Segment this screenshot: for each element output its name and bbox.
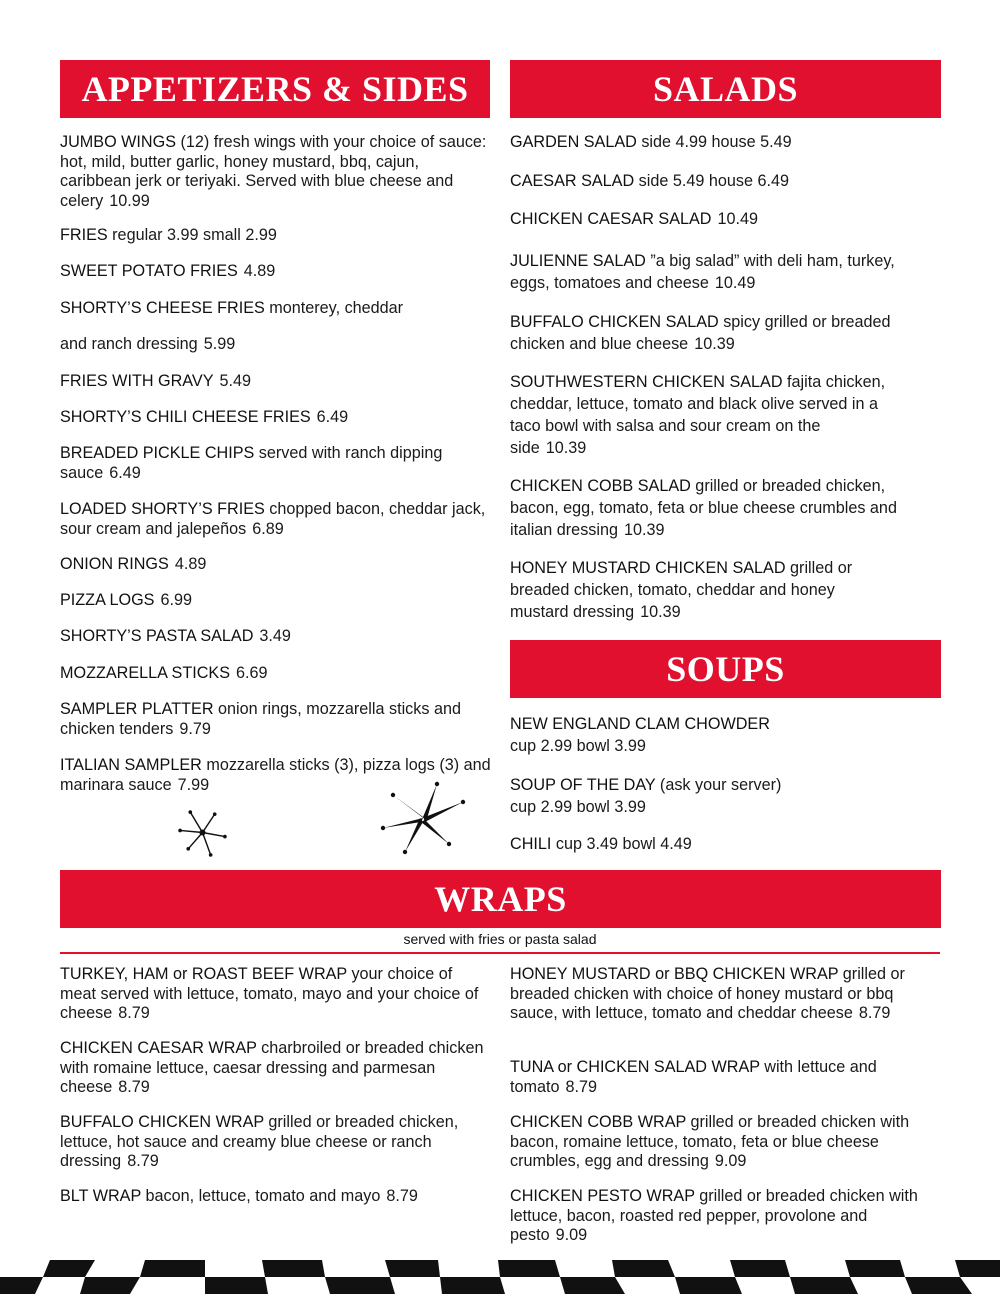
- item-name: HONEY MUSTARD CHICKEN SALAD: [510, 559, 786, 577]
- soups-banner: [510, 640, 941, 698]
- menu-item: [510, 172, 935, 192]
- item-name: SWEET POTATO FRIES: [60, 262, 238, 280]
- starburst-icon: [175, 805, 230, 860]
- menu-item: [60, 372, 492, 392]
- item-name: NEW ENGLAND CLAM CHOWDER: [510, 715, 770, 733]
- wraps-title: WRAPS: [434, 879, 567, 919]
- item-name: JULIENNE SALAD: [510, 252, 646, 270]
- item-name: CHICKEN COBB WRAP: [510, 1113, 686, 1131]
- item-name: SOUP OF THE DAY: [510, 776, 656, 794]
- item-name: CHICKEN CAESAR WRAP: [60, 1039, 257, 1057]
- item-name: TUNA or CHICKEN SALAD WRAP: [510, 1058, 760, 1076]
- item-name: SHORTY’S PASTA SALAD: [60, 627, 254, 645]
- item-name: BUFFALO CHICKEN WRAP: [60, 1113, 264, 1131]
- menu-item: [60, 444, 492, 483]
- menu-item: [510, 557, 880, 623]
- item-desc: grilled or breaded chicken with choice of honey mustard or bbq sauce, with lettuce, tomato and cheddar cheese: [510, 965, 905, 1022]
- item-desc: grilled or breaded chicken with bacon, romaine lettuce, tomato, feta or blue cheese crumbles, egg and dressing: [510, 1113, 910, 1170]
- item-desc: cup 2.99 bowl 3.99: [510, 798, 646, 816]
- item-price: 6.69: [236, 664, 268, 682]
- item-price: 10.39: [694, 335, 735, 353]
- item-desc: fajita chicken, cheddar, lettuce, tomato and black olive served in a taco bowl with salsa and sour cream on the side: [510, 373, 886, 457]
- item-desc: bacon, lettuce, tomato and mayo: [140, 1187, 381, 1205]
- item-name: HONEY MUSTARD or BBQ CHICKEN WRAP: [510, 965, 839, 983]
- item-price: 10.39: [545, 439, 587, 457]
- item-price: 8.79: [127, 1152, 159, 1170]
- salads-banner: [510, 60, 941, 118]
- menu-item: [510, 371, 897, 459]
- menu-item: [510, 210, 935, 230]
- starburst-icon: [378, 780, 468, 860]
- item-price: 6.49: [316, 408, 349, 426]
- menu-item: [60, 664, 492, 684]
- item-name: CHICKEN CAESAR SALAD: [510, 210, 712, 228]
- appetizers-title: APPETIZERS & SIDES: [81, 69, 469, 109]
- item-price: 10.39: [640, 603, 681, 621]
- item-price: 10.99: [109, 191, 150, 210]
- item-name: SHORTY’S CHILI CHEESE FRIES: [60, 408, 311, 426]
- item-name: SHORTY’S CHEESE FRIES: [60, 299, 265, 317]
- menu-item: [60, 555, 492, 575]
- item-desc: mozzarella sticks (3), pizza logs (3) and marinara sauce: [60, 756, 491, 794]
- item-price: 9.79: [179, 719, 211, 738]
- menu-item: [60, 299, 492, 319]
- menu-item: [60, 500, 492, 539]
- item-price: 10.49: [714, 274, 756, 292]
- menu-item: [60, 1039, 485, 1098]
- item-name: MOZZARELLA STICKS: [60, 664, 231, 682]
- item-desc: grilled or breaded chicken with lettuce, bacon, roasted red pepper, provolone and pesto: [510, 1187, 918, 1244]
- item-price: 4.89: [243, 262, 276, 280]
- item-price: 9.09: [714, 1152, 747, 1170]
- item-desc: your choice of meat served with lettuce, tomato, mayo and your choice of cheese: [60, 965, 479, 1022]
- item-name: FRIES WITH GRAVY: [60, 372, 214, 390]
- item-name: BLT WRAP: [60, 1187, 141, 1205]
- item-price: 8.79: [118, 1078, 150, 1096]
- item-name: FRIES: [60, 226, 108, 244]
- item-desc: served with ranch dipping sauce: [60, 444, 443, 482]
- menu-item: [60, 627, 492, 647]
- item-price: 8.79: [858, 1004, 891, 1022]
- menu-item: [60, 335, 492, 355]
- soups-title: SOUPS: [666, 649, 785, 689]
- menu-item: [510, 965, 930, 1024]
- item-desc: (12) fresh wings with your choice of sauce: hot, mild, butter garlic, honey mustard, bbq, cajun, caribbean jerk or teriyaki. Served with blue cheese and celery: [60, 133, 487, 210]
- item-desc: grilled or breaded chicken, lettuce, hot sauce and creamy blue cheese or ranch dressing: [60, 1113, 459, 1170]
- menu-item: [510, 1058, 930, 1097]
- item-name: JUMBO WINGS: [60, 133, 177, 151]
- item-price: 10.39: [623, 521, 665, 539]
- item-name: SOUTHWESTERN CHICKEN SALAD: [510, 373, 783, 391]
- item-price: 4.89: [174, 555, 207, 573]
- item-price: 8.79: [565, 1077, 598, 1096]
- item-name: SAMPLER PLATTER: [60, 700, 214, 718]
- item-desc: and ranch dressing: [60, 335, 198, 353]
- item-desc: chopped bacon, cheddar jack, sour cream and jalepeños: [60, 500, 486, 538]
- menu-item: [510, 774, 935, 818]
- item-desc: monterey, cheddar: [264, 299, 404, 317]
- menu-item: [60, 700, 492, 739]
- appetizers-banner: [60, 60, 490, 118]
- item-desc: side 4.99 house 5.49: [636, 133, 792, 151]
- menu-item: [60, 591, 492, 611]
- menu-item: [510, 475, 935, 541]
- item-desc: grilled or breaded chicken, bacon, egg, tomato, feta or blue cheese crumbles and italian dressing: [510, 477, 897, 539]
- item-desc: side 5.49 house 6.49: [634, 172, 789, 190]
- item-price: 3.49: [259, 627, 291, 645]
- item-desc: grilled or breaded chicken, tomato, cheddar and honey mustard dressing: [510, 559, 853, 621]
- menu-item: [60, 1187, 485, 1207]
- item-name: CHICKEN COBB SALAD: [510, 477, 691, 495]
- item-desc: spicy grilled or breaded chicken and blue cheese: [510, 313, 891, 353]
- item-price: 6.99: [160, 591, 192, 609]
- item-name: PIZZA LOGS: [60, 591, 155, 609]
- menu-item: [510, 133, 935, 153]
- menu-item: [510, 311, 935, 355]
- item-desc: cup 2.99 bowl 3.99: [510, 737, 646, 755]
- item-price: 8.79: [118, 1004, 150, 1022]
- item-name: LOADED SHORTY’S FRIES: [60, 500, 265, 518]
- item-name: ITALIAN SAMPLER: [60, 756, 202, 774]
- item-price: 6.49: [109, 463, 141, 482]
- item-price: 5.49: [219, 372, 252, 390]
- wraps-subtitle: served with fries or pasta salad: [60, 930, 940, 954]
- salads-title: SALADS: [652, 69, 799, 109]
- menu-item: [60, 226, 492, 246]
- item-desc: with lettuce and tomato: [510, 1058, 877, 1096]
- item-price: 8.79: [386, 1187, 418, 1205]
- menu-item: [510, 250, 935, 294]
- item-desc: regular 3.99 small 2.99: [107, 226, 277, 244]
- item-desc: cup 3.49 bowl 4.49: [551, 835, 692, 853]
- menu-item: [60, 133, 492, 211]
- menu-item: [60, 408, 492, 428]
- menu-item: [60, 965, 485, 1024]
- item-desc: onion rings, mozzarella sticks and chicken tenders: [60, 700, 461, 738]
- menu-item: [60, 1113, 485, 1172]
- item-name: CAESAR SALAD: [510, 172, 635, 190]
- menu-item: [510, 1113, 930, 1172]
- menu-item: [510, 1187, 930, 1246]
- item-name: TURKEY, HAM or ROAST BEEF WRAP: [60, 965, 347, 983]
- item-price: 5.99: [203, 335, 236, 353]
- item-name: BUFFALO CHICKEN SALAD: [510, 313, 719, 331]
- item-desc: ”a big salad” with deli ham, turkey, eggs, tomatoes and cheese: [510, 252, 895, 292]
- item-price: 7.99: [177, 775, 210, 794]
- menu-item: [60, 262, 492, 282]
- menu-item: [510, 835, 935, 855]
- item-name: BREADED PICKLE CHIPS: [60, 444, 255, 462]
- checkered-border: [0, 1260, 1000, 1294]
- item-name: GARDEN SALAD: [510, 133, 637, 151]
- menu-item: [510, 713, 935, 757]
- item-desc: charbroiled or breaded chicken with romaine lettuce, caesar dressing and parmesan cheese: [60, 1039, 484, 1096]
- item-name: CHICKEN PESTO WRAP: [510, 1187, 695, 1205]
- item-name: ONION RINGS: [60, 555, 169, 573]
- item-desc: (ask your server): [655, 776, 782, 794]
- item-price: 6.89: [252, 519, 284, 538]
- item-price: 9.09: [555, 1226, 588, 1244]
- item-price: 10.49: [717, 210, 759, 228]
- wraps-banner: [60, 870, 941, 928]
- item-name: CHILI: [510, 835, 552, 853]
